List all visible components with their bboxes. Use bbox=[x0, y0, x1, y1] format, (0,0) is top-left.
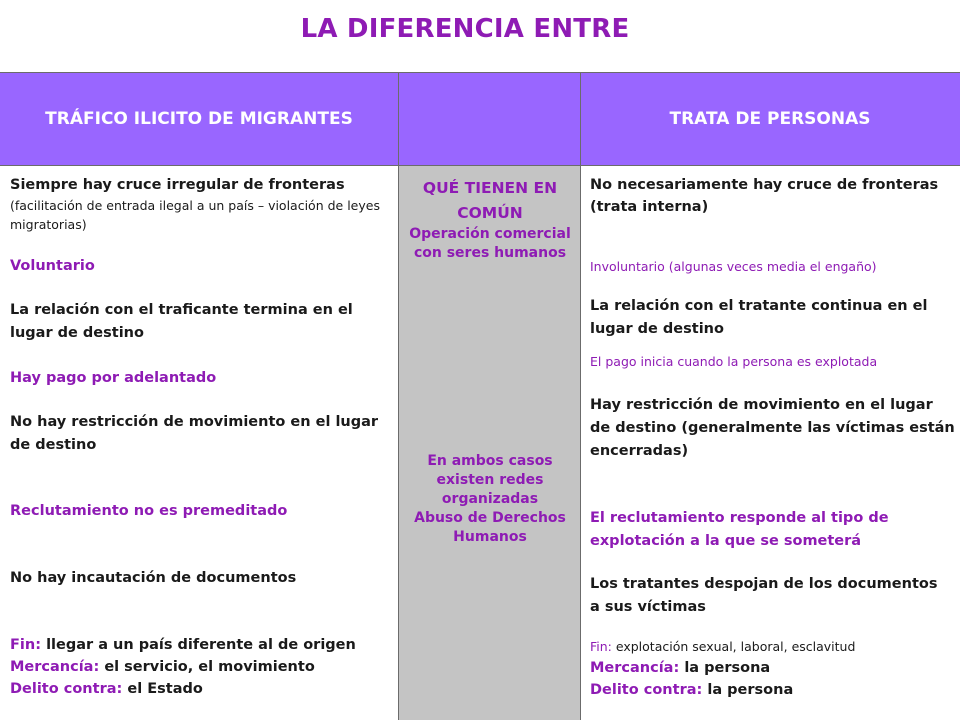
page-title: LA DIFERENCIA ENTRE bbox=[300, 14, 630, 44]
table-top-border bbox=[0, 72, 960, 73]
column-divider-right bbox=[580, 72, 581, 720]
right-relacion: La relación con el tratante continua en el lugar de destino bbox=[590, 298, 928, 337]
column-divider-left bbox=[398, 72, 399, 720]
left-delito-value: el Estado bbox=[127, 681, 203, 697]
left-voluntario: Voluntario bbox=[10, 258, 95, 274]
left-mercancia bbox=[10, 656, 395, 678]
right-movimiento: Hay restricción de movimiento en el lugar de destino (generalmente las víctimas están encerradas) bbox=[590, 397, 955, 459]
right-fin bbox=[590, 637, 955, 656]
right-delito bbox=[590, 679, 955, 701]
common-point-operacion: Operación comercial con seres humanos bbox=[409, 226, 571, 261]
left-cruce-detalle: (facilitación de entrada ilegal a un país – violación de leyes migratorias) bbox=[10, 198, 380, 232]
left-pago: Hay pago por adelantado bbox=[10, 370, 217, 386]
left-cruce: Siempre hay cruce irregular de fronteras bbox=[10, 177, 345, 193]
right-delito-value: la persona bbox=[707, 682, 794, 698]
left-fin-label: Fin: bbox=[10, 637, 41, 653]
common-point-derechos: Abuso de Derechos Humanos bbox=[414, 510, 566, 545]
right-documentos: Los tratantes despojan de los documentos a sus víctimas bbox=[590, 576, 938, 615]
right-fin-label: Fin: bbox=[590, 639, 612, 654]
left-delito-label: Delito contra: bbox=[10, 681, 123, 697]
right-fin-value: explotación sexual, laboral, esclavitud bbox=[615, 639, 856, 654]
right-involuntario: Involuntario (algunas veces media el engaño) bbox=[590, 259, 877, 274]
left-documentos: No hay incautación de documentos bbox=[10, 570, 297, 586]
left-movimiento: No hay restricción de movimiento en el lugar de destino bbox=[10, 414, 379, 453]
header-trafico: TRÁFICO ILICITO DE MIGRANTES bbox=[0, 72, 398, 165]
left-relacion: La relación con el traficante termina en el lugar de destino bbox=[10, 302, 353, 341]
common-point-redes: En ambos casos existen redes organizadas bbox=[427, 453, 553, 507]
left-fin-value: llegar a un país diferente al de origen bbox=[46, 637, 356, 653]
header-divider bbox=[0, 165, 960, 166]
right-reclutamiento: El reclutamiento responde al tipo de explotación a la que se someterá bbox=[590, 510, 889, 549]
right-mercancia bbox=[590, 657, 955, 679]
left-mercancia-label: Mercancía: bbox=[10, 659, 100, 675]
right-pago: El pago inicia cuando la persona es explotada bbox=[590, 354, 878, 369]
left-reclutamiento: Reclutamiento no es premeditado bbox=[10, 503, 288, 519]
header-middle bbox=[398, 72, 580, 165]
left-delito bbox=[10, 678, 395, 700]
common-heading: QUÉ TIENEN EN COMÚN bbox=[422, 179, 558, 222]
right-mercancia-label: Mercancía: bbox=[590, 660, 680, 676]
left-mercancia-value: el servicio, el movimiento bbox=[104, 659, 315, 675]
header-trata: TRATA DE PERSONAS bbox=[580, 72, 960, 165]
right-cruce: No necesariamente hay cruce de fronteras (trata interna) bbox=[590, 177, 939, 215]
right-mercancia-value: la persona bbox=[684, 660, 771, 676]
left-fin bbox=[10, 634, 395, 656]
right-delito-label: Delito contra: bbox=[590, 682, 703, 698]
